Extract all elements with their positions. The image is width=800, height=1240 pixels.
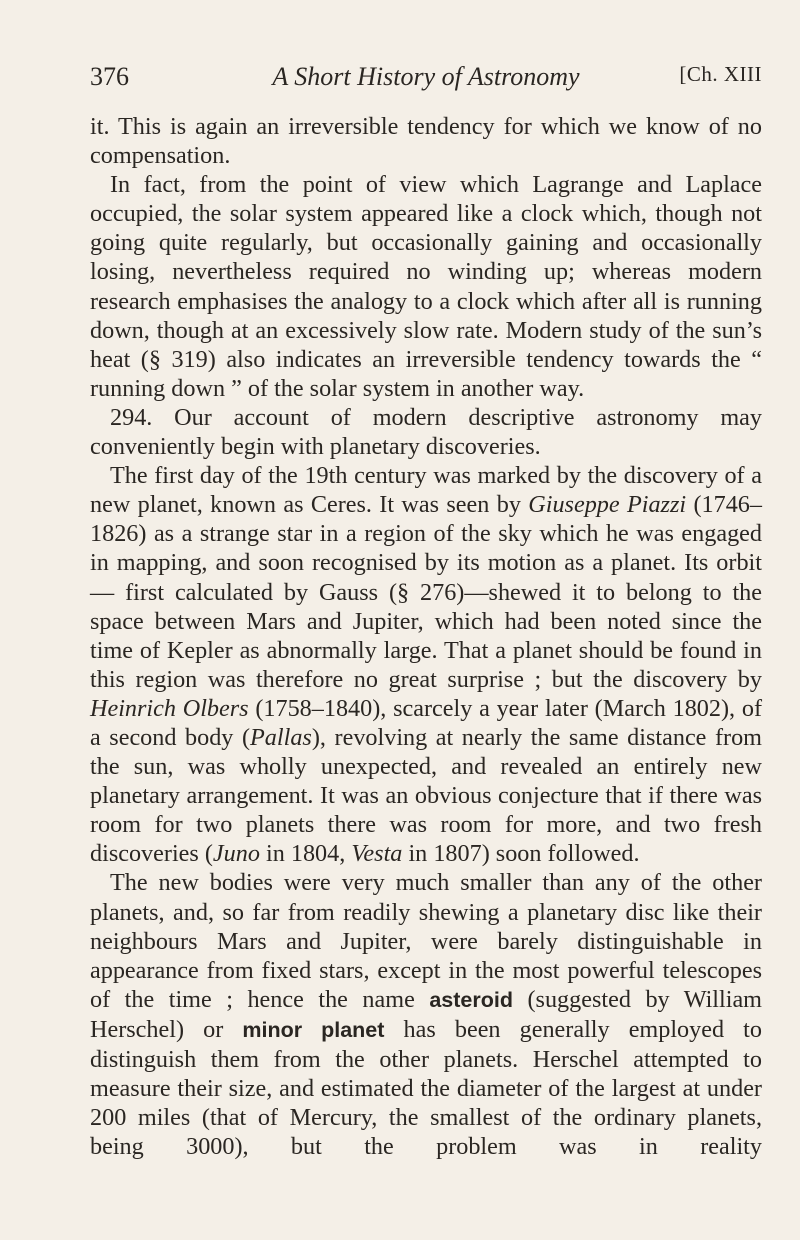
paragraph-3: [90, 403, 762, 461]
running-header: [90, 62, 762, 98]
text-run: (1746–1826) as a strange star in a region of the sky which he was engaged in mapping, and soon recognised by its motion as a planet. Its orbit— first calculated by Gauss (§ 276)—shewed it to belong to the space between Mars and Jupiter, which had been noted since the time of Kepler as abnormally large. That a planet should be found in this region was therefore no great surprise ; but the discovery by: [90, 491, 762, 693]
text-run: in 1804,: [259, 840, 352, 868]
text-run: In fact, from the point of view which Lagrange and Laplace occupied, the solar system appeared like a clock which, though not going quite regularly, but occasionally gaining and occasionally losing, nevertheless required no winding up; whereas modern research emphasises the analogy to a clock which after all is running down, though at an excessively slow rate. Modern study of the sun’s heat (§ 319) also indicates an irreversible tendency towards the “ running down ” of the solar system in another way.: [90, 171, 762, 402]
text-run: (suggested by William Herschel) or: [90, 985, 762, 1043]
text-run: ), revolving at nearly the same distance from the sun, was wholly unexpected, and revealed an entirely new planetary arrangement. It was an obvious conjecture that if there was room for two planets there was room for more, and two fresh discoveries (: [90, 723, 762, 868]
italic-name: Giuseppe Piazzi: [528, 491, 687, 519]
text-run: has been generally employed to distinguish them from the other planets. Herschel attempted to measure their size, and estimated the diameter of the largest at under 200 miles (that of Mercury, the smallest of the ordinary planets, being 3000), but the problem was in reality: [90, 1015, 762, 1161]
italic-name: Heinrich Olbers: [90, 694, 249, 722]
body-text: [90, 112, 762, 1161]
paragraph-1: [90, 112, 762, 170]
text-run: The first day of the 19th century was marked by the discovery of a new planet, known as Ceres. It was seen by: [90, 462, 762, 519]
bold-term: minor planet: [242, 1017, 385, 1042]
chapter-label: [Ch. XIII: [679, 62, 762, 86]
paragraph-4: [90, 461, 762, 868]
running-title: A Short History of Astronomy: [272, 62, 580, 91]
text-run: it. This is again an irreversible tendency for which we know of no compensation.: [90, 113, 762, 170]
italic-name: Juno: [212, 840, 260, 868]
paragraph-5: [90, 868, 762, 1161]
text-run: in 1807) soon followed.: [402, 840, 640, 868]
paragraph-2: [90, 170, 762, 403]
italic-name: Pallas: [250, 723, 312, 751]
bold-term: asteroid: [429, 987, 513, 1012]
text-run: The new bodies were very much smaller than any of the other planets, and, so far from readily shewing a planetary disc like their neighbours Mars and Jupiter, were barely distinguishable in appearance from fixed stars, except in the most powerful telescopes of the time ; hence the name: [90, 869, 762, 1013]
italic-name: Vesta: [351, 840, 403, 868]
text-run: (1758–1840), scarcely a year later (March 1802), of a second body (: [90, 694, 762, 751]
text-run: 294. Our account of modern descriptive astronomy may conveniently begin with planetary discoveries.: [90, 403, 762, 461]
page-number: 376: [90, 62, 129, 91]
